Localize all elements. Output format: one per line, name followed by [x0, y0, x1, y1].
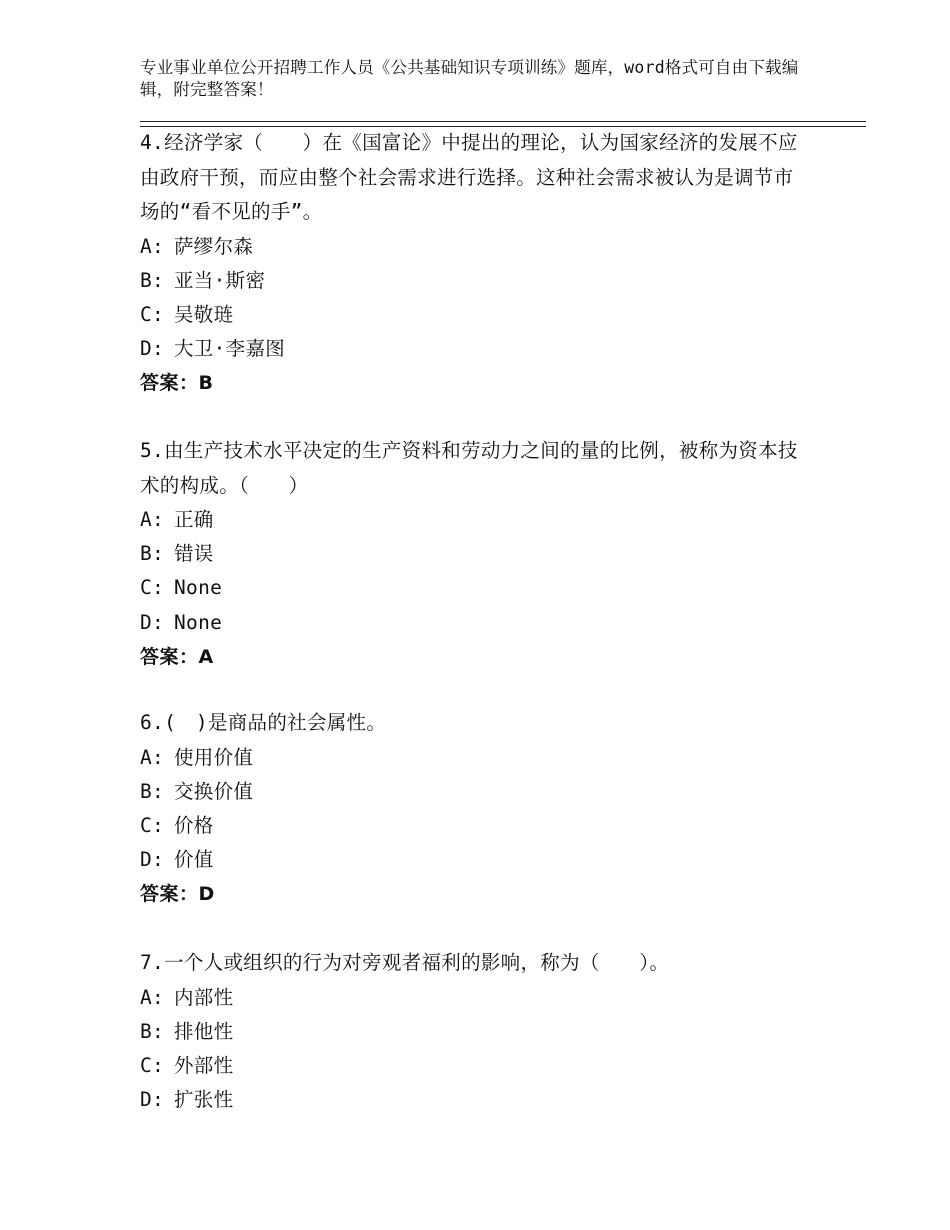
- header-divider-top: [140, 121, 866, 122]
- option-c: [140, 809, 805, 843]
- option-c: [140, 298, 805, 332]
- question-stem: 4.经济学家（ ）在《国富论》中提出的理论，认为国家经济的发展不应由政府干预，而应由整个社会需求进行选择。这种社会需求被认为是调节市场的“看不见的手”。: [140, 131, 798, 223]
- question-stem: 6.( )是商品的社会属性。: [140, 711, 387, 734]
- option-letter: A:: [140, 508, 165, 531]
- option-letter: C:: [140, 302, 165, 326]
- option-letter: A:: [140, 745, 165, 769]
- document-header: 专业事业单位公开招聘工作人员《公共基础知识专项训练》题库，word格式可自由下载编辑，附完整答案！: [140, 58, 799, 99]
- option-d: [140, 1083, 805, 1117]
- question-stem: 5.由生产技术水平决定的生产资料和劳动力之间的量的比例，被称为资本技术的构成。（ ）: [140, 439, 798, 497]
- option-text: None: [174, 576, 223, 600]
- question-4: [140, 126, 805, 400]
- option-c: [140, 1049, 805, 1083]
- option-letter: B:: [140, 779, 165, 803]
- option-text: 亚当·斯密: [174, 268, 266, 292]
- option-letter: C:: [140, 576, 165, 600]
- option-letter: D:: [140, 337, 165, 361]
- option-b: [140, 775, 805, 809]
- option-text: 吴敬琏: [174, 302, 234, 326]
- option-text: 使用价值: [174, 745, 254, 769]
- option-text: 交换价值: [174, 779, 254, 803]
- answer-line: 答案：D: [140, 883, 215, 906]
- option-letter: D:: [140, 1088, 165, 1112]
- option-a: [140, 503, 805, 537]
- option-letter: D:: [140, 610, 165, 634]
- question-5: [140, 434, 805, 674]
- question-6: [140, 706, 805, 911]
- option-d: [140, 332, 805, 366]
- option-text: 扩张性: [174, 1088, 234, 1112]
- option-text: 价值: [174, 848, 214, 872]
- option-letter: C:: [140, 813, 165, 837]
- option-b: [140, 1015, 805, 1049]
- option-letter: B:: [140, 542, 165, 566]
- option-text: 排他性: [174, 1019, 234, 1043]
- question-7: [140, 946, 805, 1117]
- question-stem: 7.一个人或组织的行为对旁观者福利的影响，称为（ ）。: [140, 951, 670, 974]
- option-text: 外部性: [174, 1053, 234, 1077]
- option-b: [140, 537, 805, 571]
- option-letter: C:: [140, 1053, 165, 1077]
- answer-line: 答案：B: [140, 372, 214, 395]
- option-c: [140, 571, 805, 605]
- option-text: 错误: [174, 542, 214, 566]
- option-text: 正确: [174, 508, 214, 531]
- option-a: [140, 981, 805, 1015]
- option-a: [140, 741, 805, 775]
- option-text: 萨缪尔森: [174, 234, 254, 258]
- option-a: [140, 230, 805, 264]
- option-letter: B:: [140, 1019, 165, 1043]
- option-letter: A:: [140, 985, 165, 1009]
- option-letter: D:: [140, 848, 165, 872]
- option-text: 内部性: [174, 985, 234, 1009]
- option-d: [140, 843, 805, 877]
- answer-line: 答案：A: [140, 645, 214, 668]
- option-text: 价格: [174, 813, 214, 837]
- option-text: 大卫·李嘉图: [174, 337, 286, 361]
- option-b: [140, 264, 805, 298]
- option-d: [140, 606, 805, 640]
- option-text: None: [174, 610, 223, 634]
- option-letter: A:: [140, 234, 165, 258]
- option-letter: B:: [140, 268, 165, 292]
